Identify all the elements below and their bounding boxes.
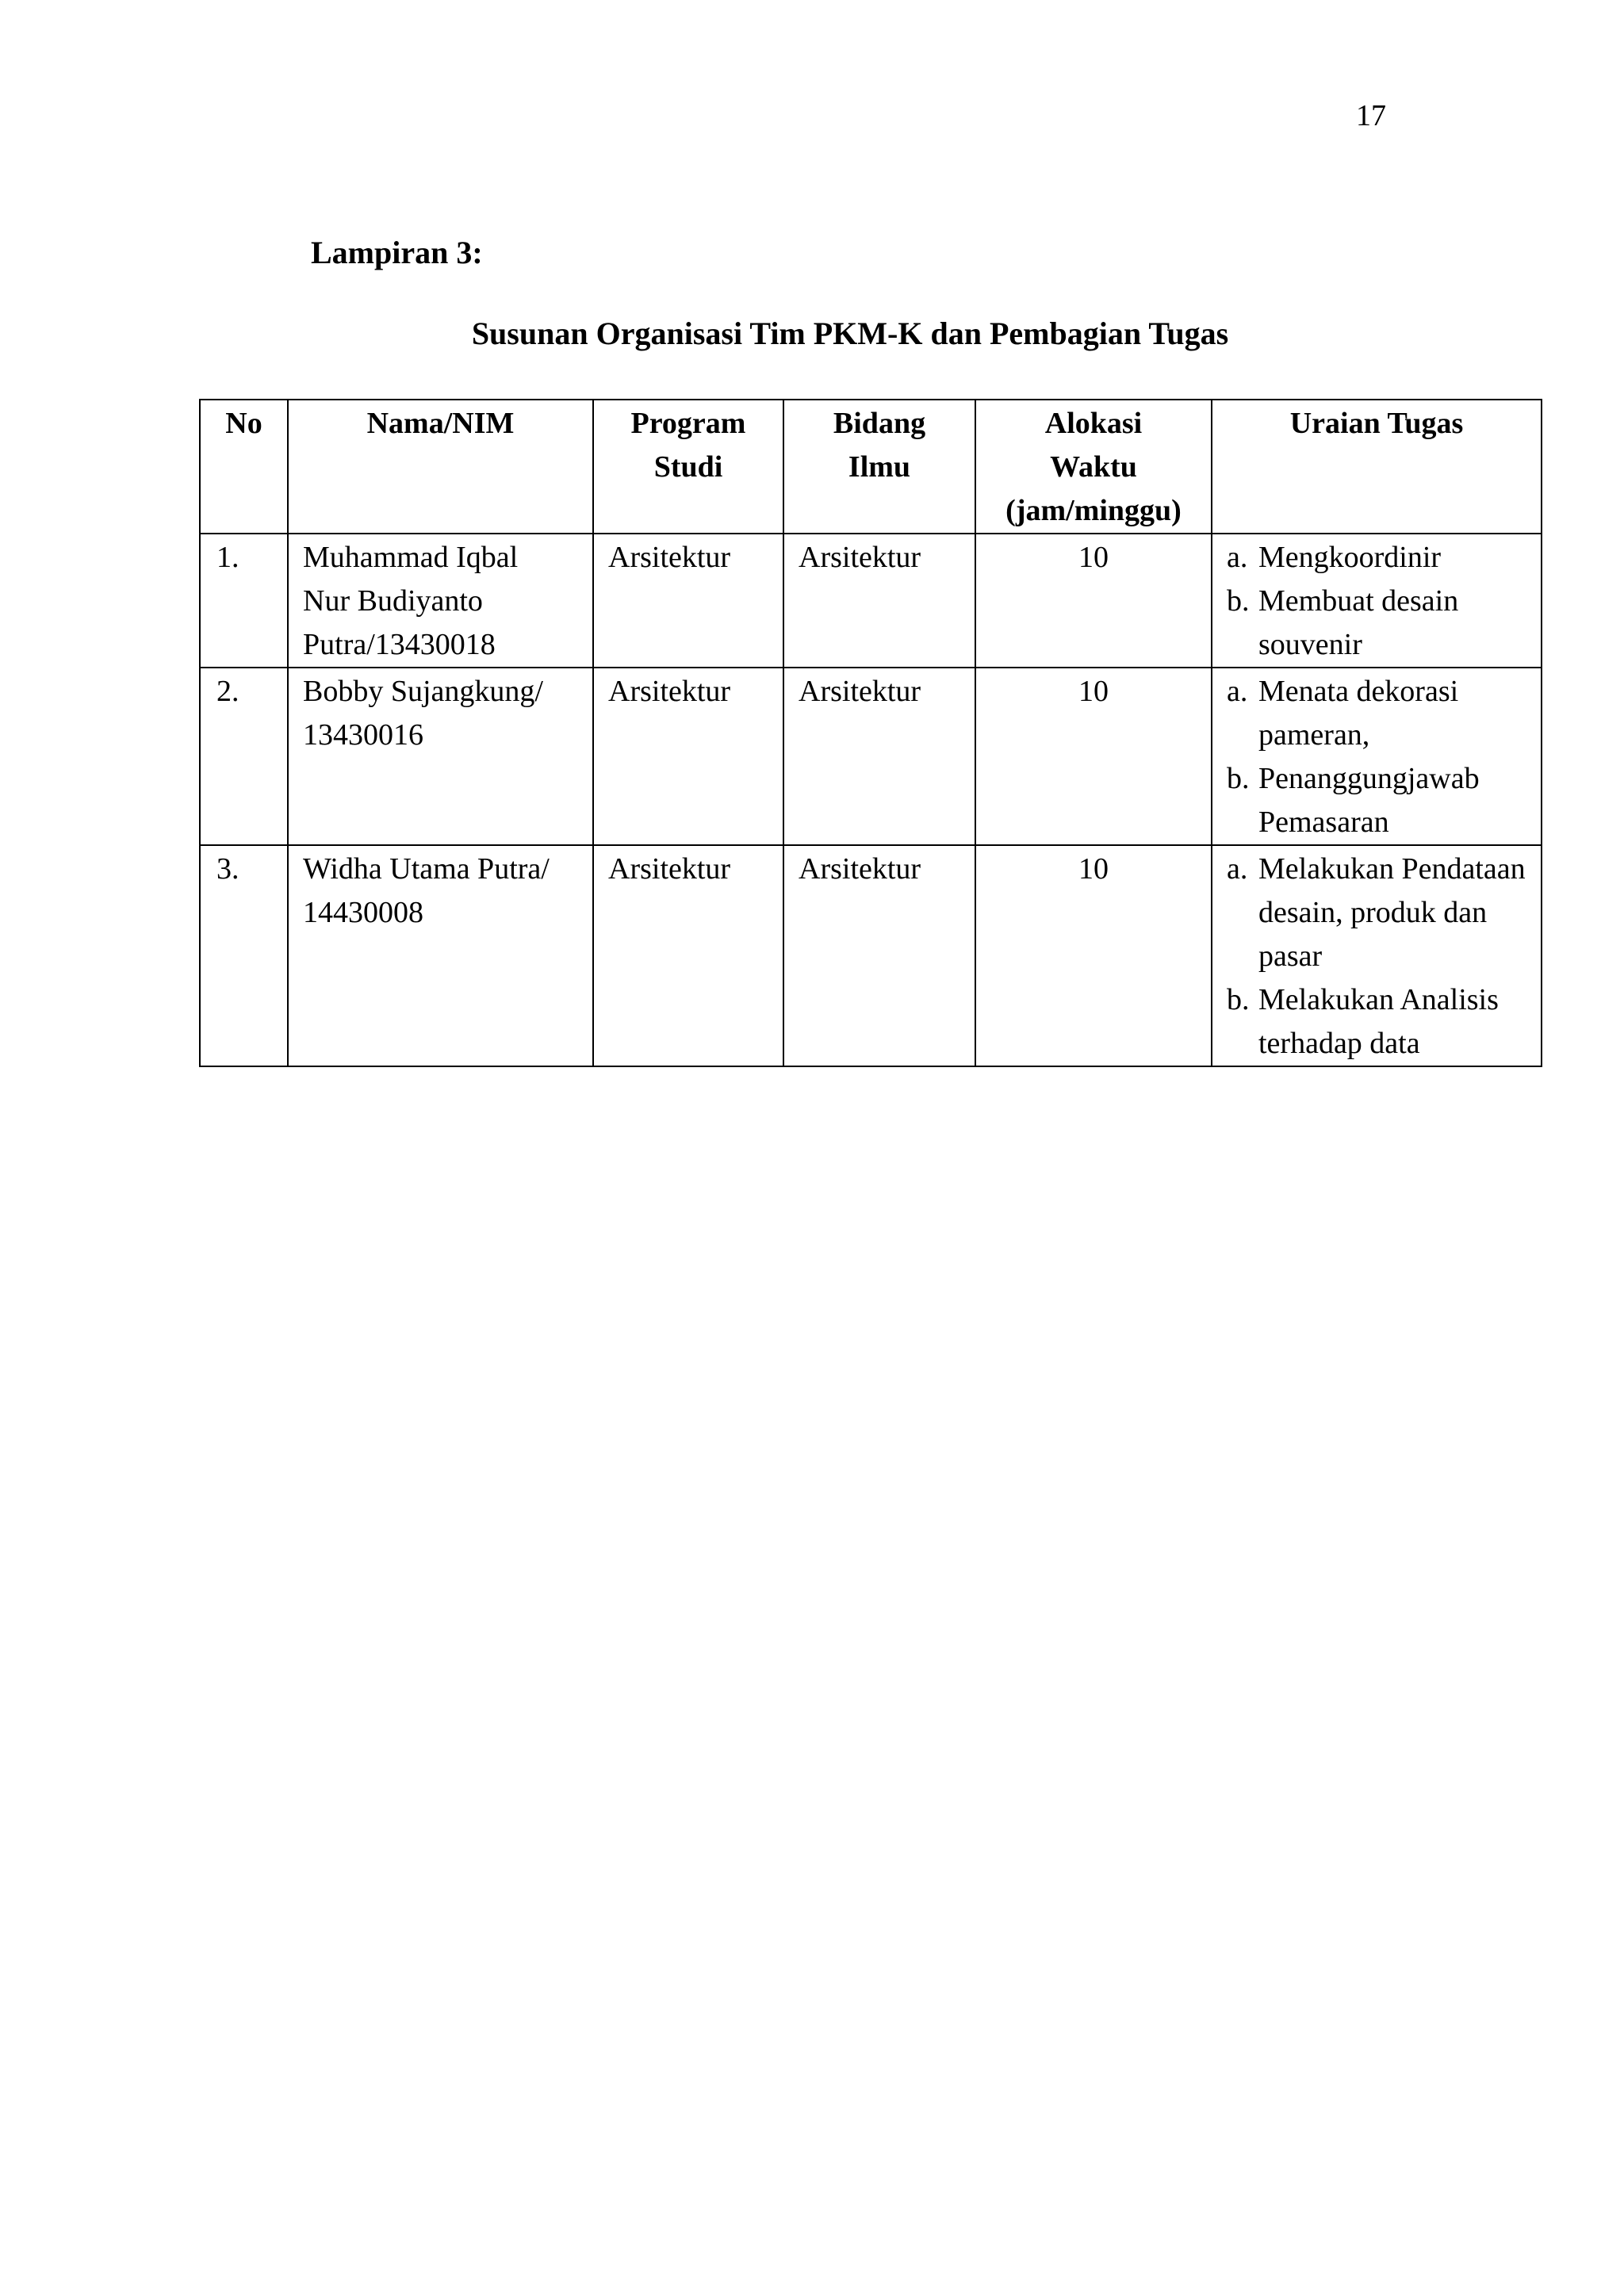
header-program: Program Studi bbox=[593, 400, 783, 534]
duty-item: a. Mengkoordinir bbox=[1227, 541, 1442, 574]
cell-program: Arsitektur bbox=[593, 534, 783, 668]
duty-item: a. Melakukan Pendataan desain, produk dan pasar bbox=[1227, 852, 1526, 973]
cell-name: Widha Utama Putra/ 14430008 bbox=[288, 845, 593, 1066]
cell-program: Arsitektur bbox=[593, 668, 783, 845]
cell-program: Arsitektur bbox=[593, 845, 783, 1066]
cell-name: Muhammad Iqbal Nur Budiyanto Putra/13430018 bbox=[288, 534, 593, 668]
cell-name: Bobby Sujangkung/ 13430016 bbox=[288, 668, 593, 845]
duty-list bbox=[1227, 848, 1526, 1066]
cell-no: 2. bbox=[200, 668, 288, 845]
header-time: Alokasi Waktu (jam/minggu) bbox=[975, 400, 1212, 534]
table-row bbox=[200, 668, 1542, 845]
duty-item: b. Membuat desain souvenir bbox=[1227, 584, 1459, 661]
duty-item: b. Penanggungjawab Pemasaran bbox=[1227, 762, 1480, 839]
duty-list bbox=[1227, 670, 1526, 844]
table-header-row bbox=[200, 400, 1542, 534]
cell-field: Arsitektur bbox=[783, 668, 975, 845]
cell-hours: 10 bbox=[975, 668, 1212, 845]
header-no: No bbox=[200, 400, 288, 534]
duty-list bbox=[1227, 536, 1526, 667]
cell-duties bbox=[1212, 534, 1542, 668]
table-row bbox=[200, 534, 1542, 668]
document-title: Susunan Organisasi Tim PKM-K dan Pembagian Tugas bbox=[471, 316, 1229, 351]
header-duties: Uraian Tugas bbox=[1212, 400, 1542, 534]
cell-duties bbox=[1212, 845, 1542, 1066]
cell-no: 3. bbox=[200, 845, 288, 1066]
duty-item: a. Menata dekorasi pameran, bbox=[1227, 675, 1459, 752]
header-field: Bidang Ilmu bbox=[783, 400, 975, 534]
cell-hours: 10 bbox=[975, 534, 1212, 668]
cell-hours: 10 bbox=[975, 845, 1212, 1066]
page-number: 17 bbox=[1356, 99, 1386, 132]
team-task-table bbox=[199, 399, 1542, 1067]
cell-duties bbox=[1212, 668, 1542, 845]
cell-field: Arsitektur bbox=[783, 534, 975, 668]
header-name: Nama/NIM bbox=[288, 400, 593, 534]
cell-no: 1. bbox=[200, 534, 288, 668]
duty-item: b. Melakukan Analisis terhadap data bbox=[1227, 983, 1499, 1060]
appendix-label: Lampiran 3: bbox=[311, 235, 483, 270]
cell-field: Arsitektur bbox=[783, 845, 975, 1066]
table-row bbox=[200, 845, 1542, 1066]
